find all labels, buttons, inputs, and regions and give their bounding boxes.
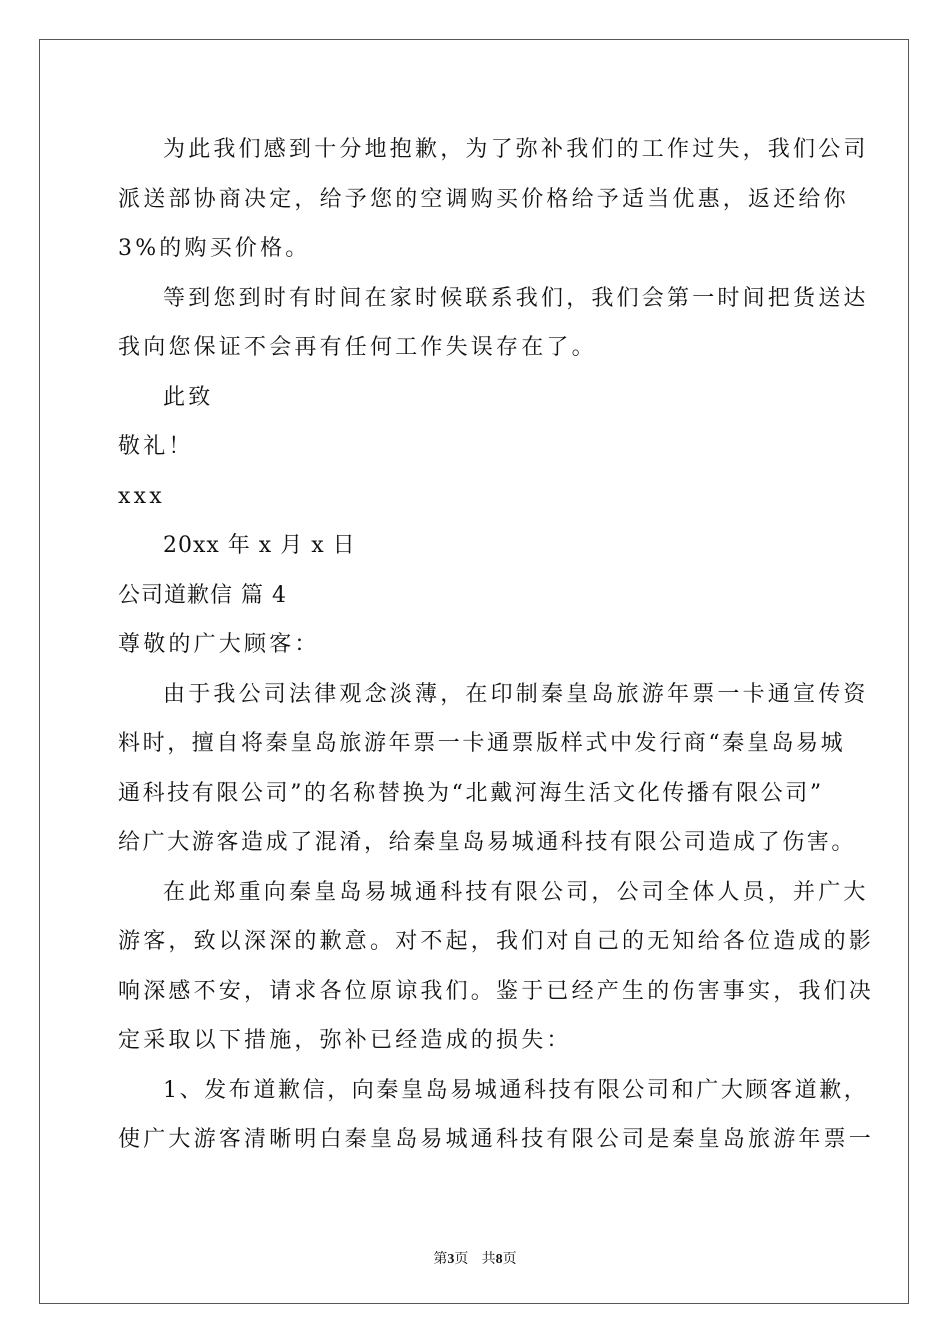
signature-date: 20xx 年 x 月 x 日: [163, 533, 356, 558]
body-line-5: 我向您保证不会再有任何工作失误存在了。: [118, 335, 597, 360]
total-suffix: 页: [502, 1251, 517, 1267]
closing-regards: 敬礼！: [118, 434, 194, 459]
body-line-15: 使广大游客清晰明白秦皇岛易城通科技有限公司是秦皇岛旅游年票一: [118, 1127, 875, 1152]
total-prefix: 共: [481, 1251, 496, 1267]
closing-salutation: 此致: [163, 385, 214, 410]
page-footer: [0, 1248, 950, 1268]
total-pages: 8: [495, 1252, 503, 1267]
body-line-7: 料时，擅自将秦皇岛旅游年票一卡通票版样式中发行商“秦皇岛易城: [118, 731, 846, 756]
page-suffix: 页: [454, 1251, 469, 1267]
body-line-9: 给广大游客造成了混淆，给秦皇岛易城通科技有限公司造成了伤害。: [118, 830, 857, 855]
body-line-1: 为此我们感到十分地抱歉，为了弥补我们的工作过失，我们公司: [163, 137, 869, 162]
body-line-2: 派送部协商决定，给予您的空调购买价格给予适当优惠，返还给你: [118, 187, 849, 212]
body-line-4: 等到您到时有时间在家时候联系我们，我们会第一时间把货送达: [163, 286, 869, 311]
letter-greeting: 尊敬的广大顾客：: [118, 632, 320, 657]
body-line-13: 定采取以下措施，弥补已经造成的损失：: [118, 1028, 572, 1053]
body-line-8: 通科技有限公司”的名称替换为“北戴河海生活文化传播有限公司”: [118, 781, 824, 806]
body-line-14: 1、发布道歉信，向秦皇岛易城通科技有限公司和广大顾客道歉，: [163, 1078, 869, 1103]
section-title: 公司道歉信 篇 4: [118, 583, 287, 608]
signature-name: xxx: [118, 484, 165, 509]
body-line-10: 在此郑重向秦皇岛易城通科技有限公司，公司全体人员，并广大: [163, 880, 869, 905]
body-line-12: 响深感不安，请求各位原谅我们。鉴于已经产生的伤害事实，我们决: [118, 979, 875, 1004]
page-prefix: 第: [433, 1251, 448, 1267]
body-line-6: 由于我公司法律观念淡薄，在印制秦皇岛旅游年票一卡通宣传资: [163, 682, 869, 707]
body-line-3: 3%的购买价格。: [118, 236, 311, 261]
body-line-11: 游客，致以深深的歉意。对不起，我们对自己的无知给各位造成的影: [118, 929, 875, 954]
page-number: 3: [447, 1252, 455, 1267]
page-border: [39, 39, 909, 1304]
